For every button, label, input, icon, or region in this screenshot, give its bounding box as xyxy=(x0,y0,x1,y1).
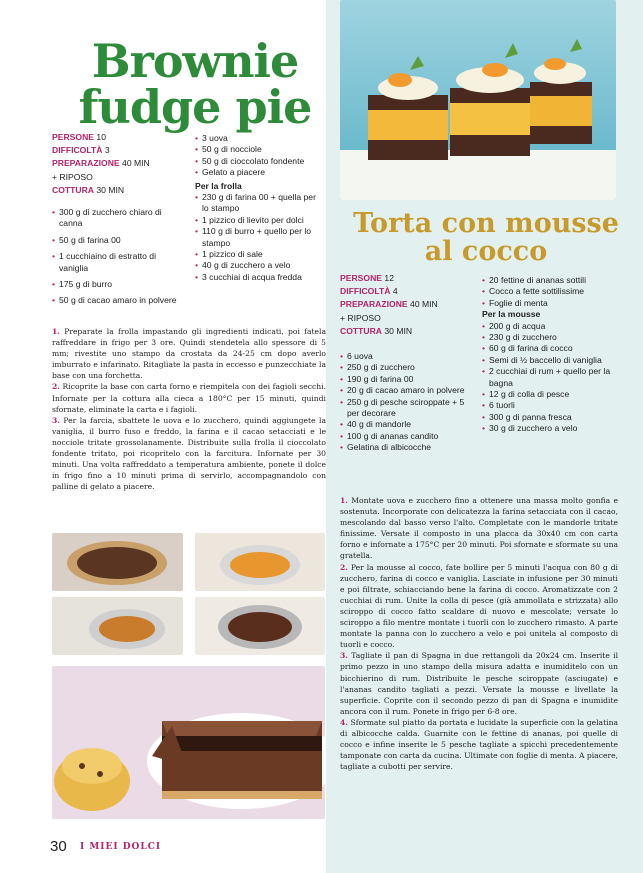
list-item: • 20 g di cacao amaro in polvere xyxy=(340,385,478,396)
list-item: • 6 uova xyxy=(340,351,478,362)
page-number: 30 xyxy=(50,838,67,855)
step: 1. Montate uova e zucchero fino a ottenere una massa molto gonfia e sostenuta. Incorporate con delicatezza la farina setacciata con il cacao, mescolando dal basso verso l'alto. Completate con le mandorle tritate finissime. Versate il composto in una placca da 30x40 cm con carta forno e infornate a 175°C per 20 minuti. Poi sfornate e sformate su una gratella. xyxy=(340,496,618,561)
brownie-photo xyxy=(52,666,325,819)
brownie-steps xyxy=(52,326,326,492)
list-item: • Foglie di menta xyxy=(482,298,622,309)
torta-photo xyxy=(340,0,616,200)
list-item: • 200 g di acqua xyxy=(482,321,622,332)
meta-row: DIFFICOLTÀ 3 xyxy=(52,145,110,156)
list-item: • 50 g di cacao amaro in polvere xyxy=(52,295,180,306)
step-photo-3 xyxy=(52,597,183,655)
meta-row: COTTURA 30 MIN xyxy=(340,325,413,336)
list-item: • 40 g di mandorle xyxy=(340,419,478,430)
list-item: • 50 g di cioccolato fondente xyxy=(195,156,323,167)
list-item: • Cocco a fette sottilissime xyxy=(482,286,622,297)
meta-row: COTTURA 30 MIN xyxy=(52,184,125,195)
brownie-meta xyxy=(52,131,192,197)
meta-row: PREPARAZIONE 40 MIN xyxy=(52,158,150,169)
list-item: • 250 g di zucchero xyxy=(340,362,478,373)
list-item: • 300 g di panna fresca xyxy=(482,412,622,423)
step: 2. Per la mousse al cocco, fate bollire per 5 minuti l'acqua con 80 g di zucchero, farina di cocco e vaniglia. Lasciate in infusione per 30 minuti e poi filtrate, schiacciando bene la farina di cocco. Aromatizzate con 2 cucchiai di rum. Unite la colla di pesce (già ammollata e strizzata) allo sciroppo di cocco fatto scaldare di nuovo e mescolate; versate lo sciroppo a filo mentre montate i tuorli con lo zucchero rimasto. A parte montate la panna con lo zucchero a velo e poi unitela al composto di tuorli e cocco. xyxy=(340,562,618,650)
list-item: • 30 g di zucchero a velo xyxy=(482,423,622,434)
meta-row: PREPARAZIONE 40 MIN xyxy=(340,299,438,310)
list-item: • 3 uova xyxy=(195,133,323,144)
list-item: • 50 g di farina 00 xyxy=(52,235,180,246)
list-item: • 230 g di zucchero xyxy=(482,332,622,343)
list-item: • 6 tuorli xyxy=(482,400,622,411)
step-photo-1 xyxy=(52,533,183,591)
frolla-label: Per la frolla xyxy=(195,180,242,191)
brownie-ingredients-right xyxy=(195,133,323,283)
list-item: • 300 g di zucchero chiaro di canna xyxy=(52,207,180,230)
list-item: • 250 g di pesche sciroppate + 5 per decorare xyxy=(340,397,478,420)
list-item: • 100 g di ananas candito xyxy=(340,431,478,442)
torta-title: Torta con mousse al cocco xyxy=(353,208,619,268)
step: 3. Per la farcia, sbattete le uova e lo zucchero, quindi aggiungete la vaniglia, il burro fuso e freddo, la farina e il cacao setacciati e le nocciole tritate grossolanamente. Distribuite sulla frolla il cioccolato fondente tritato, poi ricopritelo con la farcitura. Infornate per 30 minuti. Una volta raffreddato a temperatura ambiente, ponete il dolce in frigo fino a 10 minuti prima di servirlo, accompagnandolo con palline di gelato a piacere. xyxy=(52,415,326,492)
magazine-name: I MIEI DOLCI xyxy=(80,842,162,852)
meta-row: DIFFICOLTÀ 4 xyxy=(340,286,398,297)
list-item: • 60 g di farina di cocco xyxy=(482,343,622,354)
step-photo-2 xyxy=(195,533,325,591)
mousse-label: Per la mousse xyxy=(482,309,541,320)
brownie-ingredients-left xyxy=(52,207,180,312)
step: 2. Ricoprite la base con carta forno e riempitela con dei fagioli secchi. Infornate per la cottura alla cieca a 180°C per 15 minuti, quindi sfornate, eliminate la carta e i fagioli. xyxy=(52,382,326,414)
list-item: • 110 g di burro + quello per lo stampo xyxy=(195,226,323,249)
list-item: • 3 cucchiai di acqua fredda xyxy=(195,272,323,283)
list-item: • 1 pizzico di lievito per dolci xyxy=(195,215,323,226)
list-item: • 1 cucchiaino di estratto di vaniglia xyxy=(52,251,180,274)
list-item: • 12 g di colla di pesce xyxy=(482,389,622,400)
list-item: • Gelatina di albicocche xyxy=(340,442,478,453)
meta-row: + RIPOSO xyxy=(52,171,93,182)
list-item: • 50 g di nocciole xyxy=(195,144,323,155)
step: 1. Preparate la frolla impastando gli ingredienti indicati, poi fatela raffreddare in frigo per 3 ore. Quindi stendetela allo spessore di 5 mm; rivestite uno stampo da crostata da 24-25 cm dopo averlo imburrato e infarinato. Ritagliate la pasta in eccesso e punzecchiate la base con una forchetta. xyxy=(52,327,326,381)
list-item: • 20 fettine di ananas sottili xyxy=(482,275,622,286)
list-item: • 1 pizzico di sale xyxy=(195,249,323,260)
step: 4. Sformate sul piatto da portata e lucidate la superficie con la gelatina di albicocche calda. Guarnite con le fettine di ananas, poi quelle di cocco e infine inserite le 5 pesche tagliate a spicchi precedentemente tamponate con carta da cucina. Ultimate con foglie di menta. A piacere, tagliate a cubotti per servire. xyxy=(340,717,618,772)
list-item: • 190 g di farina 00 xyxy=(340,374,478,385)
torta-ingredients-right xyxy=(482,275,622,435)
step-photo-4 xyxy=(195,597,325,655)
step: 3. Tagliate il pan di Spagna in due rettangoli da 20x24 cm. Inserite il primo pezzo in uno stampo della misura adatta e inumiditelo con un bicchierino di rum. Distribuite le pesche sciroppate (asciugate) e l'ananas candito tagliati a pezzi. Versate la mousse e livellate la superficie. Coprite con il secondo pezzo di pan di Spagna e inumidite ancora con il rum. Ponete in frigo per 6-8 ore. xyxy=(340,651,618,716)
list-item: • 2 cucchiai di rum + quello per la bagna xyxy=(482,366,622,389)
torta-ingredients-left xyxy=(340,351,478,454)
list-item: • 40 g di zucchero a velo xyxy=(195,260,323,271)
list-item: • Semi di ½ baccello di vaniglia xyxy=(482,355,622,366)
brownie-title: Brownie fudge pie xyxy=(78,34,312,134)
list-item: • 175 g di burro xyxy=(52,279,180,290)
torta-meta xyxy=(340,272,480,338)
torta-steps xyxy=(340,495,618,772)
meta-row: PERSONE 10 xyxy=(52,132,106,142)
meta-row: PERSONE 12 xyxy=(340,273,394,283)
list-item: • Gelato a piacere xyxy=(195,167,323,178)
list-item: • 230 g di farina 00 + quella per lo stampo xyxy=(195,192,323,215)
meta-row: + RIPOSO xyxy=(340,312,381,323)
